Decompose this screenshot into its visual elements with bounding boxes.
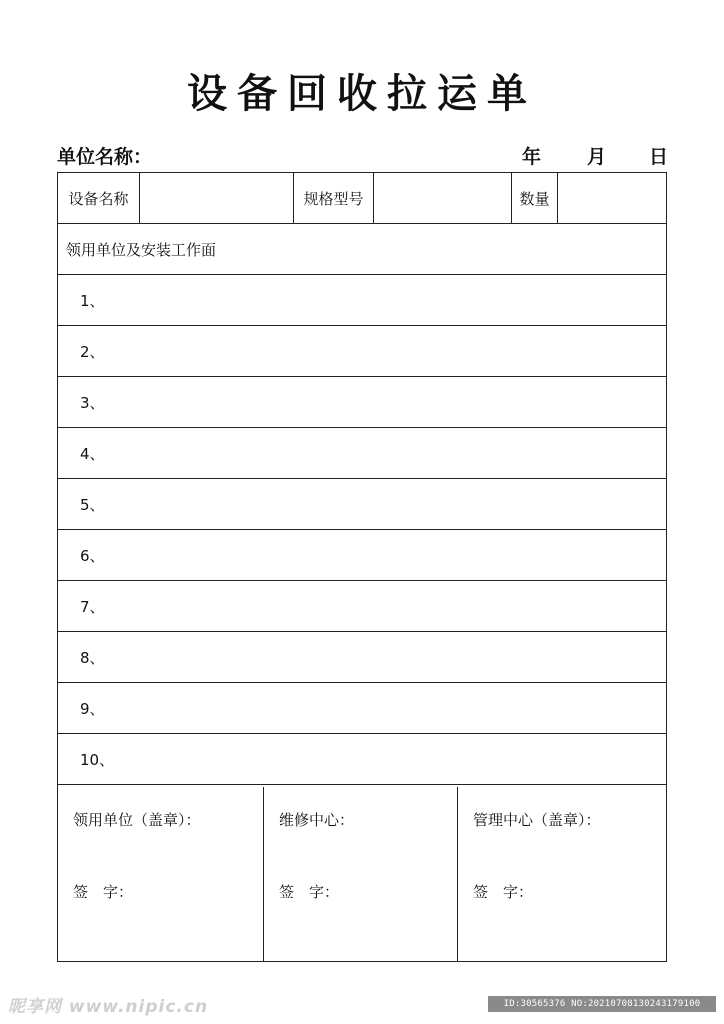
item-number: 8、: [80, 648, 105, 667]
unit-name-label: 单位名称：: [57, 146, 153, 168]
item-number: 3、: [80, 393, 105, 412]
item-number: 9、: [80, 699, 105, 718]
header-row: [58, 173, 666, 224]
item-number: 6、: [80, 546, 105, 565]
signature-label: 签 字：: [73, 883, 134, 901]
list-item[interactable]: [58, 683, 666, 734]
signature-cell-management-center[interactable]: [458, 787, 666, 961]
form-title: 设备回收拉运单: [187, 70, 537, 117]
signature-cell-receiving-unit[interactable]: [58, 787, 264, 961]
signature-label: 签 字：: [473, 883, 534, 901]
section-label: 领用单位及安装工作面: [66, 240, 217, 259]
management-center-label: 管理中心（盖章）：: [473, 811, 601, 829]
form-table: [57, 172, 667, 962]
list-item[interactable]: [58, 377, 666, 428]
signature-label: 签 字：: [279, 883, 340, 901]
watermark-id: ID:30565376 NO:20210708130243179100: [488, 996, 716, 1012]
list-item[interactable]: [58, 530, 666, 581]
list-item[interactable]: [58, 428, 666, 479]
item-number: 10、: [80, 750, 115, 769]
item-number: 5、: [80, 495, 105, 514]
item-number: 1、: [80, 291, 105, 310]
item-number: 2、: [80, 342, 105, 361]
spec-model-field[interactable]: [374, 173, 512, 223]
quantity-field[interactable]: [558, 173, 666, 223]
list-item[interactable]: [58, 632, 666, 683]
date-day-label: 日: [649, 146, 669, 168]
list-item[interactable]: [58, 581, 666, 632]
list-item[interactable]: [58, 326, 666, 377]
equipment-name-field[interactable]: [140, 173, 294, 223]
section-label-row: [58, 224, 666, 275]
quantity-label: 数量: [512, 173, 558, 223]
signature-section: [58, 787, 666, 961]
repair-center-label: 维修中心：: [279, 811, 355, 829]
equipment-name-label: 设备名称: [58, 173, 140, 223]
receiving-unit-label: 领用单位（盖章）：: [73, 811, 201, 829]
signature-cell-repair-center[interactable]: [264, 787, 458, 961]
spec-model-label: 规格型号: [294, 173, 374, 223]
list-item[interactable]: [58, 734, 666, 785]
watermark-logo: 昵享网 www.nipic.cn: [8, 997, 209, 1017]
list-item[interactable]: [58, 479, 666, 530]
date-month-label: 月: [587, 146, 607, 168]
date-year-label: 年: [522, 146, 542, 168]
list-item[interactable]: [58, 275, 666, 326]
item-number: 4、: [80, 444, 105, 463]
item-number: 7、: [80, 597, 105, 616]
